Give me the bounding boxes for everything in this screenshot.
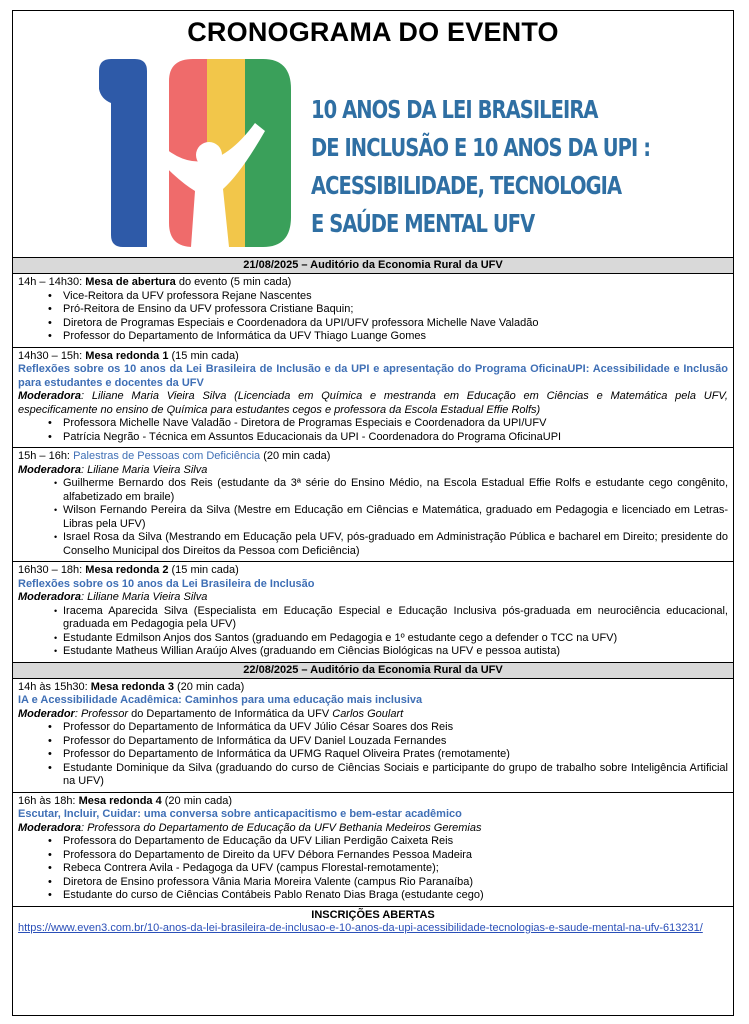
speaker-list — [18, 290, 728, 344]
day-band-2: 22/08/2025 – Auditório da Economia Rural da UFV — [13, 663, 733, 679]
session-roundtable-1 — [13, 348, 733, 449]
session-label: Mesa redonda 3 — [90, 680, 174, 693]
page-title: CRONOGRAMA DO EVENTO — [187, 17, 559, 47]
session-note: do evento (5 min cada) — [175, 276, 292, 288]
session-time: 16h30 – 18h: — [18, 564, 86, 576]
list-item: • Professora Michelle Nave Valadão - Diretora de Programas Especiais e Coordenadora da UPI/UFV — [18, 417, 728, 431]
session-roundtable-2 — [13, 562, 733, 663]
session-roundtable-4 — [13, 793, 733, 907]
session-note: (15 min cada) — [168, 564, 239, 576]
event-title-line: E SAÚDE MENTAL UFV — [311, 209, 535, 238]
list-item: • Estudante do curso de Ciências Contábeis Pablo Renato Dias Braga (estudante cego) — [18, 889, 728, 903]
session-topic: Escutar, Incluir, Cuidar: uma conversa sobre anticapacitismo e bem-estar acadêmico — [18, 808, 462, 820]
session-note: (20 min cada) — [260, 450, 331, 462]
session-label: Mesa redonda 4 — [78, 794, 162, 807]
schedule-document — [12, 10, 734, 1016]
session-time: 16h às 18h: — [18, 794, 79, 807]
moderator-text: : Liliane Maria Vieira Silva — [80, 591, 208, 603]
registration-link[interactable]: https://www.even3.com.br/10-anos-da-lei-brasileira-de-inclusao-e-10-anos-da-upi-acessibilidade-tecnologias-e-saude-mental-na-ufv-613231/ — [18, 922, 703, 934]
moderator-name: Carlos Goulart — [332, 707, 404, 720]
speaker-list — [18, 417, 728, 444]
list-item: • Rebeca Contrera Avila - Pedagoga da UFV (campus Florestal-remotamente); — [18, 862, 728, 876]
logo-green-segment — [245, 59, 291, 247]
session-topic: Palestras de Pessoas com Deficiência — [73, 450, 261, 462]
speaker-list — [18, 721, 728, 789]
session-topic: IA e Acessibilidade Acadêmica: Caminhos para uma educação mais inclusiva — [18, 694, 423, 706]
moderator — [18, 822, 728, 836]
list-item: • Professor do Departamento de Informática da UFV Júlio César Soares dos Reis — [18, 721, 728, 735]
list-item: • Professor do Departamento de Informática da UFV Daniel Louzada Fernandes — [18, 735, 728, 749]
list-item: • Iracema Aparecida Silva (Especialista em Educação Especial e Educação Inclusiva pós-graduada em neurociência educacional, graduada em Pedagogia pela UFV) — [18, 605, 728, 632]
moderator-label: Moderador — [18, 707, 75, 720]
session-time: 14h – 14h30: — [18, 276, 86, 288]
logo-person-head — [196, 142, 222, 168]
moderator — [18, 708, 728, 722]
header — [13, 11, 733, 258]
session-time: 14h30 – 15h: — [18, 349, 86, 362]
moderator — [18, 591, 728, 605]
list-item: • Professor do Departamento de Informática da UFMG Raquel Oliveira Prates (remotamente) — [18, 748, 728, 762]
moderator-text: do Departamento de Informática da UFV — [128, 707, 333, 720]
moderator-label: Moderadora — [18, 463, 81, 476]
speaker-list — [18, 605, 728, 659]
list-item: • Professora do Departamento de Direito da UFV Débora Fernandes Pessoa Madeira — [18, 849, 728, 863]
event-title-line: DE INCLUSÃO E 10 ANOS DA UPI : — [311, 133, 651, 162]
session-topic: Reflexões sobre os 10 anos da Lei Brasileira de Inclusão e da UPI e apresentação do Programa OficinaUPI: Acessibilidade e Inclusão para estudantes e docentes da UFV — [18, 363, 728, 389]
moderator — [18, 390, 728, 417]
list-item: • Pró-Reitora de Ensino da UFV professora Cristiane Baquin; — [18, 303, 728, 317]
list-item: • Estudante Dominique da Silva (graduando do curso de Ciências Sociais e participante do grupo de trabalho sobre Inteligência Artificial na UFV) — [18, 762, 728, 789]
event-title-line: ACESSIBILIDADE, TECNOLOGIA — [311, 171, 622, 200]
moderator-text: : Professora do Departamento de Educação da UFV Bethania Medeiros Geremias — [80, 821, 482, 834]
event-title — [311, 91, 650, 243]
session-opening — [13, 274, 733, 348]
session-roundtable-3 — [13, 679, 733, 793]
list-item: • Patrícia Negrão - Técnica em Assuntos Educacionais da UPI - Coordenadora do Programa OficinaUPI — [18, 431, 728, 445]
list-item: • Professor do Departamento de Informática da UFV Thiago Luange Gomes — [18, 330, 728, 344]
session-topic: Reflexões sobre os 10 anos da Lei Brasileira de Inclusão — [18, 577, 315, 590]
event-title-line: 10 ANOS DA LEI BRASILEIRA — [311, 95, 598, 124]
session-note: (20 min cada) — [173, 680, 245, 693]
list-item: • Vice-Reitora da UFV professora Rejane Nascentes — [18, 290, 728, 304]
moderator-label: Moderadora — [18, 390, 81, 402]
speaker-list — [18, 835, 728, 903]
session-label: Mesa redonda 1 — [85, 349, 169, 362]
session-time: 15h – 16h: — [18, 450, 74, 462]
session-label: Mesa de abertura — [85, 276, 176, 288]
moderator-text: : Liliane Maria Vieira Silva (Licenciada em Química e mestranda em Educação em Ciências e Matemática pela UFV, especificamente no ensino de Química para estudantes cegos e professora da Escola Estadual Effie Rolfs) — [18, 390, 728, 416]
moderator-label: Moderadora — [18, 821, 81, 834]
moderator-text: : Liliane Maria Vieira Silva — [80, 463, 208, 476]
list-item: • Guilherme Bernardo dos Reis (estudante da 3ª série do Ensino Médio, na Escola Estadual Effie Rolfs e estudante cego congênito, alfabetizado em braile) — [18, 477, 728, 504]
logo-one-shape — [99, 59, 147, 247]
list-item: • Professora do Departamento de Educação da UFV Lilian Perdigão Caixeta Reis — [18, 835, 728, 849]
session-time: 14h às 15h30: — [18, 680, 91, 693]
event-logo-icon — [95, 51, 310, 253]
session-label: Mesa redonda 2 — [85, 564, 169, 576]
moderator — [18, 464, 728, 478]
list-item: • Diretora de Programas Especiais e Coordenadora da UPI/UFV professora Michelle Nave Valadão — [18, 317, 728, 331]
list-item: • Israel Rosa da Silva (Mestrando em Educação pela UFV, pós-graduado em Administração Pública e bacharel em Direito; presidente do Conselho Municipal dos Direitos da Pessoa com Deficiência) — [18, 531, 728, 558]
session-talks — [13, 448, 733, 562]
footer — [13, 907, 733, 938]
list-item: • Estudante Edmilson Anjos dos Santos (graduando em Pedagogia e 1º estudante cego a defender o TCC na UFV) — [18, 632, 728, 646]
day-band-1: 21/08/2025 – Auditório da Economia Rural da UFV — [13, 258, 733, 274]
session-note: (20 min cada) — [161, 794, 233, 807]
moderator-label: Moderadora — [18, 591, 81, 603]
list-item: • Wilson Fernando Pereira da Silva (Mestre em Educação em Ciências e Matemática, graduado em Pedagogia e licenciado em Letras-Libras pela UFV) — [18, 504, 728, 531]
list-item: • Estudante Matheus Willian Araújo Alves (graduando em Ciências Biológicas na UFV e pessoa autista) — [18, 645, 728, 659]
moderator-prefix: : Professor — [74, 707, 129, 720]
speaker-list — [18, 477, 728, 558]
list-item: • Diretora de Ensino professora Vânia Maria Moreira Valente (campus Rio Paranaíba) — [18, 876, 728, 890]
registration-heading: INSCRIÇÕES ABERTAS — [311, 908, 435, 921]
session-note: (15 min cada) — [168, 349, 239, 362]
